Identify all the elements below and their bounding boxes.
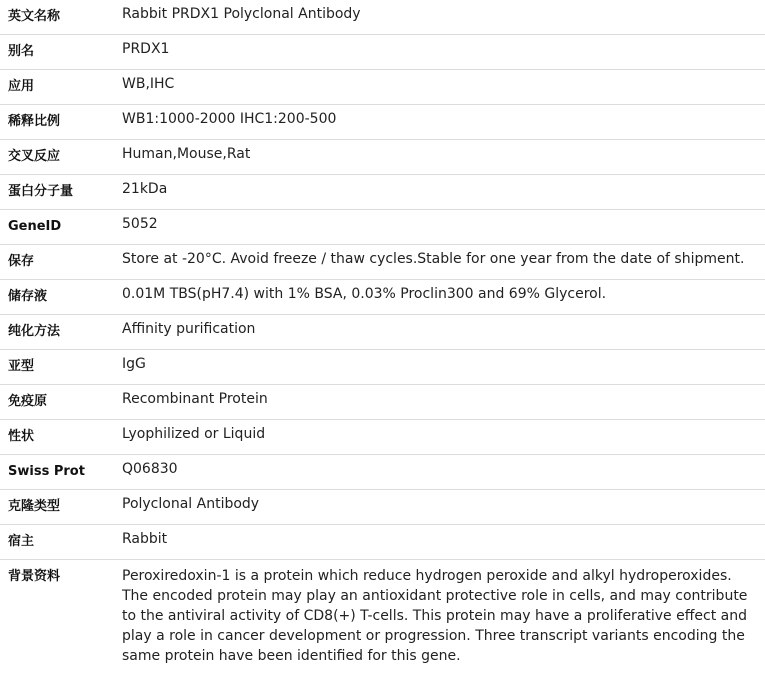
spec-label: 蛋白分子量 — [8, 184, 74, 199]
label-cell — [0, 70, 114, 105]
spec-label: 保存 — [8, 254, 35, 269]
spec-row-storage — [0, 245, 765, 280]
spec-value: Rabbit — [122, 531, 168, 547]
label-cell — [0, 385, 114, 420]
spec-value: 5052 — [122, 216, 158, 232]
label-cell — [0, 105, 114, 140]
spec-row-swiss-prot — [0, 455, 765, 490]
spec-value: Polyclonal Antibody — [122, 496, 260, 512]
value-cell — [114, 385, 765, 420]
label-cell — [0, 35, 114, 70]
spec-label: 应用 — [8, 79, 35, 94]
value-cell — [114, 245, 765, 280]
spec-row-form — [0, 420, 765, 455]
value-cell — [114, 210, 765, 245]
spec-row-purification — [0, 315, 765, 350]
spec-row-english-name — [0, 0, 765, 35]
spec-label: 交叉反应 — [8, 149, 61, 164]
label-cell — [0, 210, 114, 245]
spec-label: 亚型 — [8, 359, 35, 374]
spec-row-application — [0, 70, 765, 105]
spec-row-background — [0, 560, 765, 667]
spec-value: IgG — [122, 356, 146, 372]
spec-row-clonality — [0, 490, 765, 525]
value-cell — [114, 315, 765, 350]
spec-row-buffer — [0, 280, 765, 315]
spec-row-alias — [0, 35, 765, 70]
spec-label: 英文名称 — [8, 9, 61, 24]
spec-label: 别名 — [8, 44, 35, 59]
spec-value: Rabbit PRDX1 Polyclonal Antibody — [122, 6, 361, 22]
spec-row-molecular-weight — [0, 175, 765, 210]
spec-row-dilution — [0, 105, 765, 140]
label-cell — [0, 245, 114, 280]
value-cell — [114, 70, 765, 105]
spec-value: WB1:1000-2000 IHC1:200-500 — [122, 111, 337, 127]
spec-row-immunogen — [0, 385, 765, 420]
label-cell — [0, 525, 114, 560]
label-cell — [0, 140, 114, 175]
label-cell — [0, 455, 114, 490]
label-cell — [0, 0, 114, 35]
spec-value: Affinity purification — [122, 321, 256, 337]
value-cell — [114, 525, 765, 560]
spec-label: 背景资料 — [8, 569, 61, 584]
label-cell — [0, 315, 114, 350]
spec-value: 0.01M TBS(pH7.4) with 1% BSA, 0.03% Proclin300 and 69% Glycerol. — [122, 286, 607, 302]
spec-value: WB,IHC — [122, 76, 175, 92]
value-cell — [114, 35, 765, 70]
spec-label: 储存液 — [8, 289, 48, 304]
label-cell — [0, 560, 114, 667]
value-cell — [114, 105, 765, 140]
label-cell — [0, 350, 114, 385]
spec-value: Lyophilized or Liquid — [122, 426, 266, 442]
spec-label: 性状 — [8, 429, 35, 444]
spec-label: 免疫原 — [8, 394, 48, 409]
value-cell — [114, 0, 765, 35]
label-cell — [0, 175, 114, 210]
spec-row-host — [0, 525, 765, 560]
spec-label: GeneID — [8, 219, 62, 234]
spec-label: 纯化方法 — [8, 324, 61, 339]
spec-value: Recombinant Protein — [122, 391, 268, 407]
spec-value: 21kDa — [122, 181, 168, 197]
value-cell — [114, 140, 765, 175]
spec-row-geneid — [0, 210, 765, 245]
value-cell — [114, 350, 765, 385]
value-cell — [114, 490, 765, 525]
spec-label: 克隆类型 — [8, 499, 61, 514]
value-cell — [114, 560, 765, 667]
spec-row-reactivity — [0, 140, 765, 175]
spec-value: Peroxiredoxin-1 is a protein which reduce hydrogen peroxide and alkyl hydroperoxides. The encoded protein may play an antioxidant protective role in cells, and may contribute to the antiviral activity of CD8(+) T-cells. This protein may have a proliferative effect and play a role in cancer development or progression. Three transcript variants encoding the same protein have been identified for this gene. — [122, 568, 748, 664]
value-cell — [114, 420, 765, 455]
label-cell — [0, 490, 114, 525]
value-cell — [114, 280, 765, 315]
spec-label: 稀释比例 — [8, 114, 61, 129]
label-cell — [0, 420, 114, 455]
value-cell — [114, 455, 765, 490]
spec-label: Swiss Prot — [8, 464, 85, 479]
spec-row-isotype — [0, 350, 765, 385]
value-cell — [114, 175, 765, 210]
spec-value: Human,Mouse,Rat — [122, 146, 251, 162]
spec-value: Q06830 — [122, 461, 178, 477]
spec-value: PRDX1 — [122, 41, 170, 57]
spec-label: 宿主 — [8, 534, 35, 549]
label-cell — [0, 280, 114, 315]
spec-value: Store at -20°C. Avoid freeze / thaw cycles.Stable for one year from the date of shipment. — [122, 251, 745, 267]
